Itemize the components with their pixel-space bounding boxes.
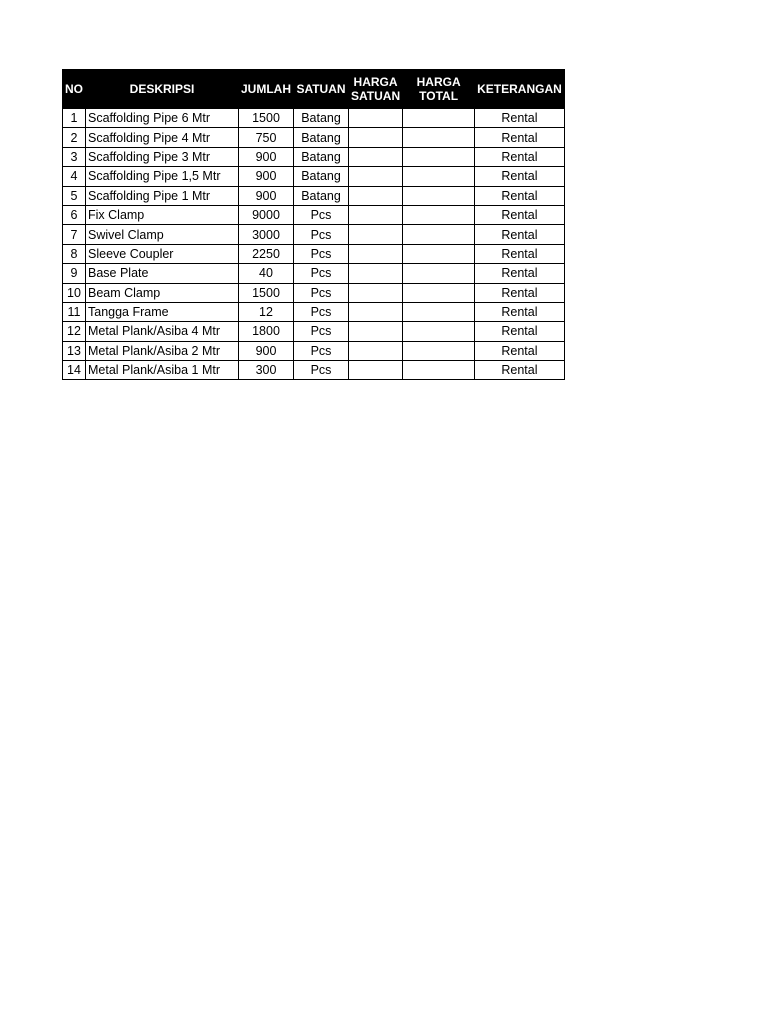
cell-keterangan: Rental: [475, 244, 565, 263]
cell-harga-satuan: [349, 205, 403, 224]
cell-deskripsi: Scaffolding Pipe 3 Mtr: [86, 147, 239, 166]
table-row: [63, 167, 565, 186]
cell-harga-satuan: [349, 128, 403, 147]
cell-deskripsi: Scaffolding Pipe 1,5 Mtr: [86, 167, 239, 186]
cell-keterangan: Rental: [475, 361, 565, 380]
cell-harga-satuan: [349, 283, 403, 302]
table-row: [63, 361, 565, 380]
cell-keterangan: Rental: [475, 147, 565, 166]
cell-jumlah: 900: [239, 186, 294, 205]
cell-keterangan: Rental: [475, 341, 565, 360]
cell-deskripsi: Fix Clamp: [86, 205, 239, 224]
cell-harga-total: [403, 205, 475, 224]
table-body: [63, 109, 565, 380]
cell-satuan: Pcs: [294, 322, 349, 341]
header-no: NO: [63, 70, 86, 109]
cell-harga-satuan: [349, 361, 403, 380]
cell-harga-satuan: [349, 167, 403, 186]
header-harga-total-line2: TOTAL: [419, 89, 459, 103]
cell-harga-satuan: [349, 244, 403, 263]
cell-harga-satuan: [349, 322, 403, 341]
cell-satuan: Pcs: [294, 225, 349, 244]
cell-harga-total: [403, 361, 475, 380]
table-row: [63, 205, 565, 224]
table-row: [63, 283, 565, 302]
cell-jumlah: 9000: [239, 205, 294, 224]
table-row: [63, 109, 565, 128]
cell-satuan: Pcs: [294, 205, 349, 224]
cell-harga-total: [403, 341, 475, 360]
cell-no: 12: [63, 322, 86, 341]
cell-keterangan: Rental: [475, 225, 565, 244]
cell-harga-total: [403, 244, 475, 263]
cell-harga-total: [403, 225, 475, 244]
cell-keterangan: Rental: [475, 302, 565, 321]
cell-jumlah: 1800: [239, 322, 294, 341]
cell-jumlah: 1500: [239, 109, 294, 128]
cell-jumlah: 12: [239, 302, 294, 321]
cell-jumlah: 750: [239, 128, 294, 147]
header-keterangan: KETERANGAN: [475, 70, 565, 109]
cell-keterangan: Rental: [475, 264, 565, 283]
header-harga-satuan: [349, 70, 403, 109]
cell-no: 5: [63, 186, 86, 205]
cell-keterangan: Rental: [475, 283, 565, 302]
header-satuan: SATUAN: [294, 70, 349, 109]
cell-no: 10: [63, 283, 86, 302]
table-row: [63, 244, 565, 263]
cell-harga-satuan: [349, 264, 403, 283]
cell-keterangan: Rental: [475, 128, 565, 147]
cell-jumlah: 900: [239, 147, 294, 166]
table-row: [63, 225, 565, 244]
cell-deskripsi: Base Plate: [86, 264, 239, 283]
cell-satuan: Pcs: [294, 264, 349, 283]
header-harga-satuan-line2: SATUAN: [351, 89, 401, 103]
table-row: [63, 341, 565, 360]
cell-deskripsi: Scaffolding Pipe 1 Mtr: [86, 186, 239, 205]
rental-items-table: [62, 69, 565, 380]
cell-harga-satuan: [349, 109, 403, 128]
cell-jumlah: 40: [239, 264, 294, 283]
cell-harga-satuan: [349, 225, 403, 244]
table-row: [63, 264, 565, 283]
cell-deskripsi: Metal Plank/Asiba 4 Mtr: [86, 322, 239, 341]
cell-jumlah: 300: [239, 361, 294, 380]
cell-keterangan: Rental: [475, 205, 565, 224]
cell-no: 2: [63, 128, 86, 147]
cell-no: 4: [63, 167, 86, 186]
cell-keterangan: Rental: [475, 186, 565, 205]
cell-harga-satuan: [349, 341, 403, 360]
cell-deskripsi: Metal Plank/Asiba 1 Mtr: [86, 361, 239, 380]
cell-deskripsi: Beam Clamp: [86, 283, 239, 302]
cell-keterangan: Rental: [475, 322, 565, 341]
table-row: [63, 322, 565, 341]
cell-no: 8: [63, 244, 86, 263]
cell-no: 6: [63, 205, 86, 224]
header-jumlah: JUMLAH: [239, 70, 294, 109]
cell-harga-total: [403, 283, 475, 302]
cell-jumlah: 3000: [239, 225, 294, 244]
cell-satuan: Pcs: [294, 283, 349, 302]
cell-jumlah: 1500: [239, 283, 294, 302]
cell-harga-satuan: [349, 302, 403, 321]
cell-no: 11: [63, 302, 86, 321]
cell-satuan: Batang: [294, 109, 349, 128]
cell-harga-satuan: [349, 147, 403, 166]
cell-keterangan: Rental: [475, 167, 565, 186]
cell-deskripsi: Sleeve Coupler: [86, 244, 239, 263]
cell-harga-total: [403, 264, 475, 283]
header-harga-satuan-line1: HARGA: [353, 75, 398, 89]
cell-satuan: Batang: [294, 128, 349, 147]
cell-satuan: Pcs: [294, 302, 349, 321]
cell-satuan: Pcs: [294, 244, 349, 263]
cell-no: 9: [63, 264, 86, 283]
cell-deskripsi: Tangga Frame: [86, 302, 239, 321]
cell-satuan: Batang: [294, 186, 349, 205]
table-row: [63, 186, 565, 205]
cell-no: 3: [63, 147, 86, 166]
cell-no: 1: [63, 109, 86, 128]
header-harga-total: [403, 70, 475, 109]
cell-no: 7: [63, 225, 86, 244]
cell-deskripsi: Scaffolding Pipe 4 Mtr: [86, 128, 239, 147]
cell-satuan: Batang: [294, 167, 349, 186]
table-row: [63, 302, 565, 321]
cell-no: 13: [63, 341, 86, 360]
cell-satuan: Batang: [294, 147, 349, 166]
table-row: [63, 147, 565, 166]
table-header-row: [63, 70, 565, 109]
cell-harga-total: [403, 128, 475, 147]
cell-deskripsi: Scaffolding Pipe 6 Mtr: [86, 109, 239, 128]
header-harga-total-line1: HARGA: [416, 75, 461, 89]
cell-jumlah: 900: [239, 167, 294, 186]
cell-deskripsi: Metal Plank/Asiba 2 Mtr: [86, 341, 239, 360]
cell-deskripsi: Swivel Clamp: [86, 225, 239, 244]
cell-keterangan: Rental: [475, 109, 565, 128]
cell-jumlah: 2250: [239, 244, 294, 263]
cell-harga-satuan: [349, 186, 403, 205]
cell-harga-total: [403, 186, 475, 205]
cell-satuan: Pcs: [294, 361, 349, 380]
cell-jumlah: 900: [239, 341, 294, 360]
header-deskripsi: DESKRIPSI: [86, 70, 239, 109]
cell-harga-total: [403, 147, 475, 166]
cell-harga-total: [403, 109, 475, 128]
cell-harga-total: [403, 167, 475, 186]
cell-satuan: Pcs: [294, 341, 349, 360]
cell-no: 14: [63, 361, 86, 380]
cell-harga-total: [403, 302, 475, 321]
cell-harga-total: [403, 322, 475, 341]
table-row: [63, 128, 565, 147]
